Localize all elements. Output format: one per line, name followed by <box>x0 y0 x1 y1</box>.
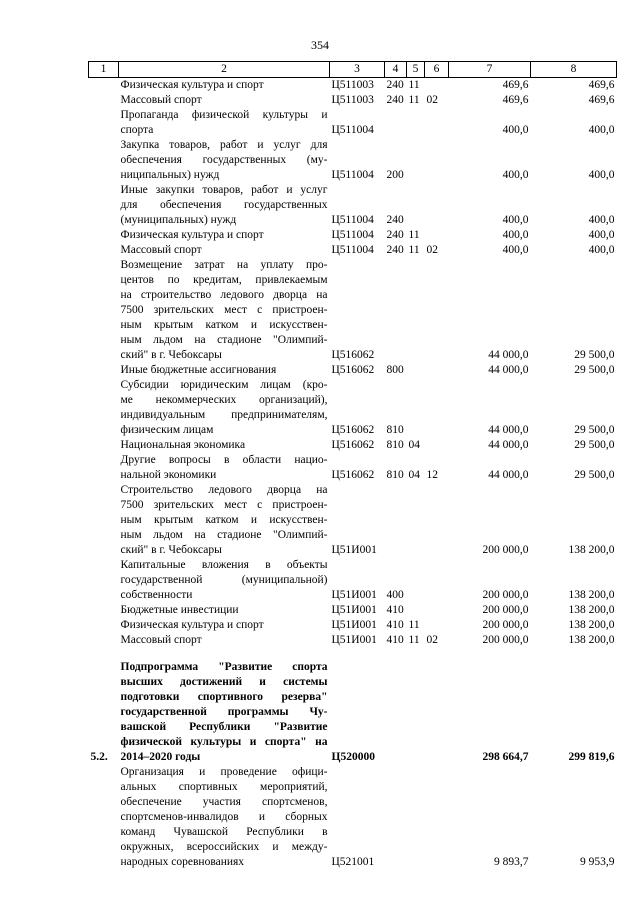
rz-cell: 11 <box>408 94 420 106</box>
value-2019-cell: 400,0 <box>502 169 529 181</box>
header-col-6: 6 <box>425 62 449 78</box>
name-line: Субсидии юридическим лицам (кро- <box>120 379 328 391</box>
pr-cell <box>425 138 449 183</box>
vr-cell: 410 <box>386 634 404 646</box>
value-2020-cell: 138 200,0 <box>568 544 615 556</box>
vr-cell: 240 <box>386 229 404 241</box>
name-line: ский" в г. Чебоксары <box>120 544 222 556</box>
name-cell <box>119 258 330 363</box>
rz-cell <box>407 765 425 870</box>
table-row <box>89 93 617 108</box>
code-cell: Ц511003 <box>331 79 374 91</box>
table-row <box>89 618 617 633</box>
rz-cell <box>407 483 425 558</box>
name-line: собственности <box>120 589 193 601</box>
name-line: на строительство ледового дворца на <box>120 289 328 301</box>
pr-cell: 02 <box>426 634 438 646</box>
value-2020-cell: 29 500,0 <box>574 469 615 481</box>
value-2020-cell: 138 200,0 <box>568 589 615 601</box>
code-cell: Ц521001 <box>331 856 375 868</box>
section-number-cell <box>89 78 119 94</box>
pr-cell <box>425 483 449 558</box>
name-line: физической культуры и спорта" на <box>120 736 328 748</box>
rz-cell <box>407 138 425 183</box>
section-number-cell <box>89 258 119 363</box>
value-2020-cell: 138 200,0 <box>568 634 615 646</box>
pr-cell <box>425 228 449 243</box>
rz-cell: 04 <box>408 469 420 481</box>
vr-cell: 240 <box>386 94 404 106</box>
value-2019-cell: 400,0 <box>502 214 529 226</box>
value-2019-cell: 44 000,0 <box>488 424 529 436</box>
value-2020-cell: 400,0 <box>588 124 615 136</box>
value-2020-cell: 29 500,0 <box>574 349 615 361</box>
code-cell: Ц516062 <box>331 424 375 436</box>
value-2020-cell: 469,6 <box>588 94 615 106</box>
section-number-cell <box>89 558 119 603</box>
table-row <box>89 138 617 183</box>
name-line: Массовый спорт <box>120 94 202 106</box>
section-number-cell <box>89 93 119 108</box>
code-cell: Ц51И001 <box>331 634 377 646</box>
budget-table <box>88 61 617 870</box>
name-line: Закупка товаров, работ и услуг для <box>120 139 328 151</box>
name-cell <box>119 483 330 558</box>
section-number-cell <box>89 363 119 378</box>
value-2019-cell: 469,6 <box>502 94 529 106</box>
code-cell: Ц511003 <box>331 94 374 106</box>
value-2019-cell: 9 893,7 <box>494 856 529 868</box>
pr-cell: 02 <box>426 244 438 256</box>
name-line: ным крытым катком и искусствен- <box>120 514 328 526</box>
section-number-cell <box>89 618 119 633</box>
table-row <box>89 453 617 483</box>
pr-cell <box>425 78 449 94</box>
value-2020-cell: 400,0 <box>588 169 615 181</box>
name-line: окружных, всероссийских и между- <box>120 841 328 853</box>
value-2019-cell: 44 000,0 <box>488 349 529 361</box>
section-number-cell <box>89 453 119 483</box>
vr-cell <box>385 660 407 765</box>
name-cell <box>119 603 330 618</box>
rz-cell: 11 <box>408 79 420 91</box>
name-line: ниципальных) нужд <box>120 169 220 181</box>
value-2020-cell: 29 500,0 <box>574 424 615 436</box>
code-cell: Ц511004 <box>331 244 374 256</box>
header-col-2: 2 <box>119 62 330 78</box>
value-2019-cell: 298 664,7 <box>482 751 529 763</box>
name-line: Массовый спорт <box>120 244 202 256</box>
code-cell: Ц51И001 <box>331 589 377 601</box>
vr-cell: 810 <box>386 439 404 451</box>
vr-cell <box>385 258 407 363</box>
value-2020-cell: 29 500,0 <box>574 364 615 376</box>
value-2020-cell: 299 819,6 <box>568 751 615 763</box>
code-cell: Ц51И001 <box>331 544 377 556</box>
pr-cell <box>425 183 449 228</box>
name-line: Подпрограмма "Развитие спорта <box>120 661 328 673</box>
section-number-cell <box>89 183 119 228</box>
header-col-3: 3 <box>330 62 385 78</box>
table-row <box>89 78 617 94</box>
vr-cell <box>385 765 407 870</box>
section-number-cell <box>89 243 119 258</box>
rz-cell: 11 <box>408 244 420 256</box>
header-col-4: 4 <box>385 62 407 78</box>
value-2020-cell: 138 200,0 <box>568 619 615 631</box>
name-cell <box>119 78 330 94</box>
table-row <box>89 363 617 378</box>
name-line: Массовый спорт <box>120 634 202 646</box>
name-line: Возмещение затрат на уплату про- <box>120 259 328 271</box>
name-line: ский" в г. Чебоксары <box>120 349 222 361</box>
table-row <box>89 438 617 453</box>
section-number-cell <box>89 483 119 558</box>
name-line: Строительство ледового дворца на <box>120 484 328 496</box>
name-line: Физическая культура и спорт <box>120 79 264 91</box>
vr-cell: 410 <box>386 619 404 631</box>
value-2019-cell: 469,6 <box>502 79 529 91</box>
value-2019-cell: 44 000,0 <box>488 439 529 451</box>
table-row <box>89 243 617 258</box>
table-row <box>89 603 617 618</box>
name-line: альных спортивных мероприятий, <box>120 781 328 793</box>
name-line: вашской Республики "Развитие <box>120 721 328 733</box>
table-row <box>89 633 617 648</box>
code-cell: Ц516062 <box>331 364 375 376</box>
name-line: центов по кредитам, привлекаемым <box>120 274 328 286</box>
section-number-cell <box>89 378 119 438</box>
value-2019-cell: 400,0 <box>502 244 529 256</box>
pr-cell <box>425 603 449 618</box>
vr-cell <box>385 483 407 558</box>
pr-cell <box>425 438 449 453</box>
table-row <box>89 258 617 363</box>
name-line: Физическая культура и спорт <box>120 229 264 241</box>
name-cell <box>119 228 330 243</box>
rz-cell <box>407 258 425 363</box>
table-header <box>89 62 617 78</box>
name-cell <box>119 660 330 765</box>
rz-cell: 11 <box>408 229 420 241</box>
name-cell <box>119 438 330 453</box>
vr-cell: 240 <box>386 214 404 226</box>
name-line: Физическая культура и спорт <box>120 619 264 631</box>
table-row <box>89 558 617 603</box>
section-number-cell <box>89 438 119 453</box>
name-line: для обеспечения государственных <box>120 199 328 211</box>
name-line: Бюджетные инвестиции <box>120 604 239 616</box>
name-line: физическим лицам <box>120 424 214 436</box>
value-2020-cell: 469,6 <box>588 79 615 91</box>
value-2019-cell: 200 000,0 <box>482 604 529 616</box>
table-body <box>89 78 617 871</box>
name-line: ным льдом на стадионе "Олимпий- <box>120 334 328 346</box>
vr-cell <box>385 108 407 138</box>
code-cell: Ц511004 <box>331 124 374 136</box>
value-2019-cell: 200 000,0 <box>482 619 529 631</box>
name-line: Иные бюджетные ассигнования <box>120 364 277 376</box>
name-line: государственной (муниципальной) <box>120 574 328 586</box>
rz-cell <box>407 363 425 378</box>
value-2020-cell: 9 953,9 <box>580 856 615 868</box>
pr-cell <box>425 618 449 633</box>
name-line: Организация и проведение офици- <box>120 766 328 778</box>
table-row <box>89 660 617 765</box>
vr-cell: 240 <box>386 244 404 256</box>
name-cell <box>119 183 330 228</box>
name-line: (муниципальных) нужд <box>120 214 237 226</box>
vr-cell: 800 <box>386 364 404 376</box>
pr-cell <box>425 558 449 603</box>
vr-cell: 810 <box>386 424 404 436</box>
header-col-8: 8 <box>531 62 617 78</box>
name-line: Другие вопросы в области нацио- <box>120 454 328 466</box>
pr-cell <box>425 108 449 138</box>
value-2020-cell: 400,0 <box>588 244 615 256</box>
name-cell <box>119 138 330 183</box>
value-2020-cell: 400,0 <box>588 229 615 241</box>
name-line: Пропаганда физической культуры и <box>120 109 328 121</box>
name-line: спорта <box>120 124 154 136</box>
value-2019-cell: 400,0 <box>502 124 529 136</box>
table-row <box>89 483 617 558</box>
name-cell <box>119 378 330 438</box>
name-line: 2014–2020 годы <box>120 751 201 763</box>
name-line: ным крытым катком и искусствен- <box>120 319 328 331</box>
name-cell <box>119 243 330 258</box>
table-row <box>89 378 617 438</box>
pr-cell <box>425 258 449 363</box>
table-row <box>89 765 617 870</box>
pr-cell <box>425 378 449 438</box>
pr-cell <box>425 660 449 765</box>
section-number-cell <box>89 108 119 138</box>
name-line: ным льдом на стадионе "Олимпий- <box>120 529 328 541</box>
code-cell: Ц516062 <box>331 349 375 361</box>
rz-cell: 11 <box>408 634 420 646</box>
table-row <box>89 183 617 228</box>
name-line: подготовки спортивного резерва" <box>120 691 328 703</box>
section-number-cell: 5.2. <box>90 751 108 763</box>
name-cell <box>119 93 330 108</box>
section-number-cell <box>89 765 119 870</box>
pr-cell: 02 <box>426 94 438 106</box>
header-col-1: 1 <box>89 62 119 78</box>
section-number-cell <box>89 228 119 243</box>
section-number-cell <box>89 603 119 618</box>
code-cell: Ц51И001 <box>331 619 377 631</box>
value-2019-cell: 400,0 <box>502 229 529 241</box>
name-line: высших достижений и системы <box>120 676 328 688</box>
section-number-cell <box>89 633 119 648</box>
code-cell: Ц511004 <box>331 169 374 181</box>
name-line: 7500 зрительских мест с пристроен- <box>120 499 328 511</box>
code-cell: Ц516062 <box>331 469 375 481</box>
table-row <box>89 108 617 138</box>
rz-cell <box>407 378 425 438</box>
name-line: народных соревнованиях <box>120 856 245 868</box>
name-cell <box>119 633 330 648</box>
value-2019-cell: 200 000,0 <box>482 634 529 646</box>
rz-cell <box>407 558 425 603</box>
vr-cell: 410 <box>386 604 404 616</box>
vr-cell: 400 <box>386 589 404 601</box>
vr-cell: 810 <box>386 469 404 481</box>
value-2019-cell: 200 000,0 <box>482 544 529 556</box>
code-cell: Ц516062 <box>331 439 375 451</box>
pr-cell <box>425 765 449 870</box>
name-line: Капитальные вложения в объекты <box>120 559 328 571</box>
value-2020-cell: 138 200,0 <box>568 604 615 616</box>
name-line: Национальная экономика <box>120 439 246 451</box>
rz-cell: 04 <box>408 439 420 451</box>
value-2019-cell: 44 000,0 <box>488 469 529 481</box>
code-cell: Ц511004 <box>331 214 374 226</box>
name-cell <box>119 363 330 378</box>
name-cell <box>119 765 330 870</box>
name-line: государственной программы Чу- <box>120 706 328 718</box>
vr-cell: 200 <box>386 169 404 181</box>
row-spacer <box>89 648 617 660</box>
value-2019-cell: 200 000,0 <box>482 589 529 601</box>
code-cell: Ц51И001 <box>331 604 377 616</box>
name-cell <box>119 558 330 603</box>
value-2020-cell: 400,0 <box>588 214 615 226</box>
name-line: ме некоммерческих организаций), <box>120 394 328 406</box>
name-line: спортсменов-инвалидов и сборных <box>120 811 328 823</box>
code-cell: Ц511004 <box>331 229 374 241</box>
table-row <box>89 228 617 243</box>
rz-cell <box>407 603 425 618</box>
pr-cell <box>425 363 449 378</box>
header-col-5: 5 <box>407 62 425 78</box>
name-line: нальной экономики <box>120 469 217 481</box>
name-cell <box>119 108 330 138</box>
value-2019-cell: 44 000,0 <box>488 364 529 376</box>
page-number: 354 <box>311 38 329 52</box>
rz-cell <box>407 108 425 138</box>
value-2020-cell: 29 500,0 <box>574 439 615 451</box>
pr-cell: 12 <box>426 469 438 481</box>
name-line: команд Чувашской Республики в <box>120 826 328 838</box>
name-line: индивидуальным предпринимателям, <box>120 409 328 421</box>
rz-cell <box>407 183 425 228</box>
header-col-7: 7 <box>449 62 531 78</box>
section-number-cell <box>89 138 119 183</box>
rz-cell <box>407 660 425 765</box>
code-cell: Ц520000 <box>331 751 375 763</box>
vr-cell: 240 <box>386 79 404 91</box>
name-cell <box>119 453 330 483</box>
name-cell <box>119 618 330 633</box>
rz-cell: 11 <box>408 619 420 631</box>
name-line: 7500 зрительских мест с пристроен- <box>120 304 328 316</box>
name-line: Иные закупки товаров, работ и услуг <box>120 184 328 196</box>
name-line: обеспечение участия спортсменов, <box>120 796 328 808</box>
name-line: обеспечения государственных (му- <box>120 154 328 166</box>
